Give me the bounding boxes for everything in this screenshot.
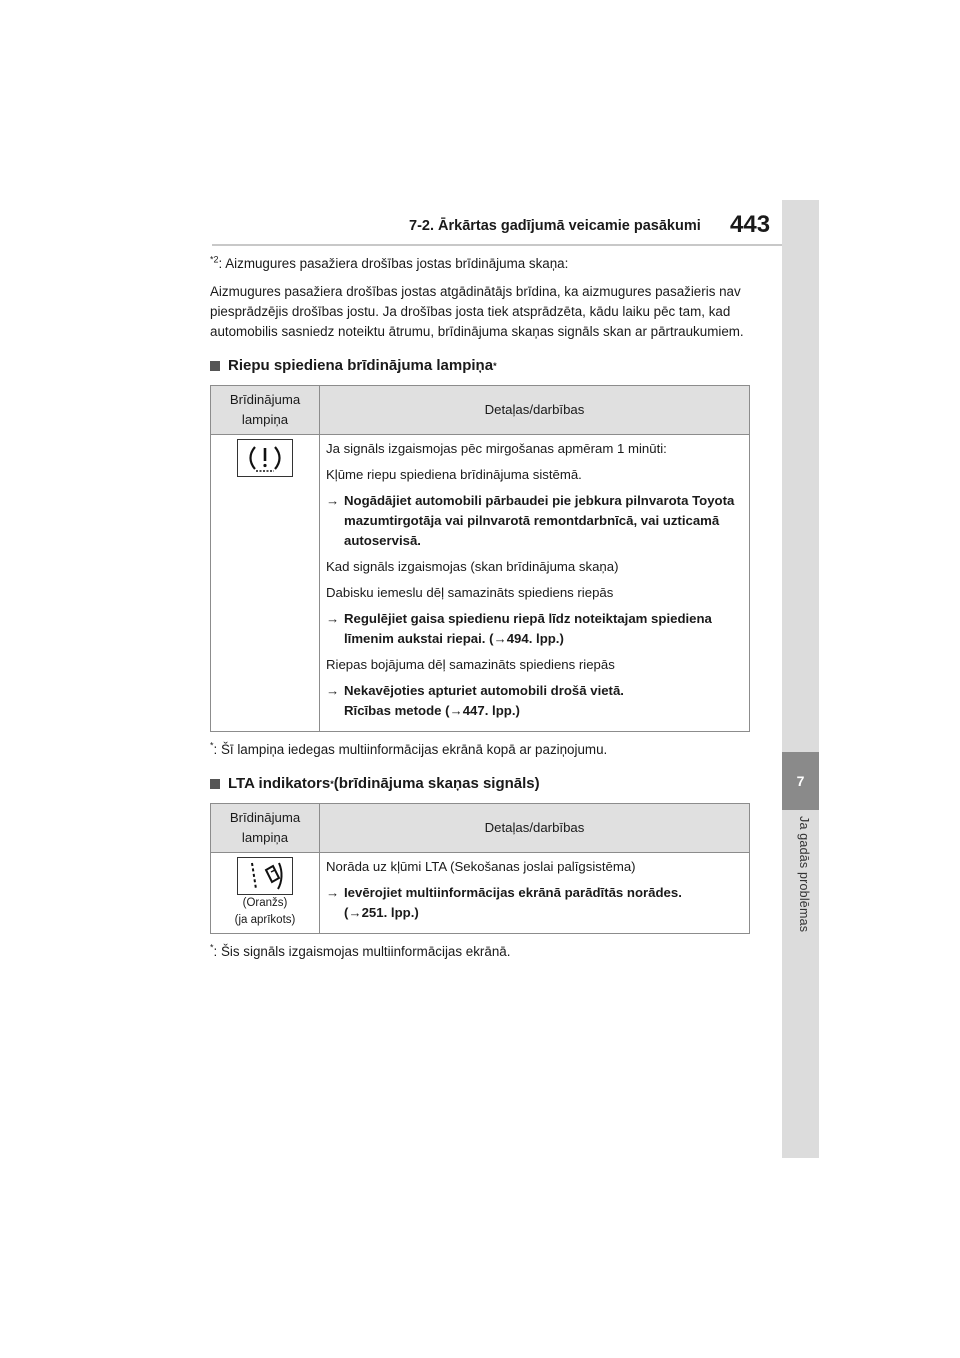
section-heading-lta: LTA indikators * (brīdinājuma skaņas signāls) <box>210 774 755 794</box>
detail-line: Dabisku iemeslu dēļ samazināts spiediens riepās <box>326 585 614 600</box>
lta-lane-assist-icon <box>237 857 293 895</box>
action-line <box>326 491 743 551</box>
action-text <box>344 883 682 923</box>
seatbelt-note <box>210 254 755 274</box>
page-content <box>210 254 755 970</box>
detail-line: Norāda uz kļūmi LTA (Sekošanas joslai palīgsistēma) <box>326 859 636 874</box>
action-text-main: Ievērojiet multiinformācijas ekrānā parādītās norādes. <box>344 885 682 900</box>
square-bullet-icon <box>210 361 220 371</box>
column-header-details: Detaļas/darbības <box>320 386 750 435</box>
action-line <box>326 609 743 649</box>
lamp-equipment-caption: (ja aprīkots) <box>234 914 296 926</box>
action-text-main: Nekavējoties apturiet automobili drošā vietā. <box>344 683 624 698</box>
page-number: 443 <box>730 211 771 238</box>
tire-pressure-table <box>210 385 750 732</box>
lamp-cell <box>211 435 320 732</box>
section-heading-tire-pressure: Riepu spiediena brīdinājuma lampiņa * <box>210 356 755 376</box>
action-text-main: Regulējiet gaisa spiedienu riepā līdz noteiktajam spiediena līmenim aukstai riepai. ( <box>344 611 712 646</box>
page-ref-arrow-icon: → <box>348 905 362 920</box>
action-text-sub: Rīcības metode ( <box>344 703 450 718</box>
table-header-row <box>211 804 750 853</box>
detail-line: Riepas bojājuma dēļ samazināts spiediens riepās <box>326 657 615 672</box>
chapter-tab: 7 <box>782 752 819 810</box>
section-heading-text-suffix: (brīdinājuma skaņas signāls) <box>333 775 540 792</box>
arrow-icon: → <box>326 885 340 900</box>
column-header-lamp: Brīdinājuma lampiņa <box>211 804 320 853</box>
side-thumb-strip <box>782 200 819 1158</box>
column-header-details: Detaļas/darbības <box>320 804 750 853</box>
action-text <box>344 609 743 649</box>
chapter-side-label: Ja gadās problēmas <box>797 816 811 933</box>
details-cell <box>320 435 750 732</box>
footnote-marker: * <box>210 740 214 751</box>
section-heading-text: LTA indikators <box>228 775 331 792</box>
page-ref-arrow-icon: → <box>493 631 507 646</box>
page-reference: 447. lpp.) <box>462 703 520 718</box>
table-header-row <box>211 386 750 435</box>
page-reference: 251. lpp.) <box>361 905 419 920</box>
page-ref-arrow-icon: → <box>449 703 463 718</box>
table-row <box>211 435 750 732</box>
footnote-text: : Šis signāls izgaismojas multiinformācijas ekrānā. <box>213 944 511 959</box>
column-header-lamp: Brīdinājuma lampiņa <box>211 386 320 435</box>
page-reference: 494. lpp.) <box>506 631 564 646</box>
details-cell <box>320 853 750 934</box>
footnote-marker: * <box>210 942 214 953</box>
section-heading-text: Riepu spiediena brīdinājuma lampiņa <box>228 357 494 374</box>
detail-line: Kļūme riepu spiediena brīdinājuma sistēmā. <box>326 467 582 482</box>
header-divider <box>212 244 782 246</box>
lamp-color-caption: (Oranžs) <box>242 897 288 909</box>
lta-footnote <box>210 942 755 962</box>
arrow-icon: → <box>326 493 340 508</box>
lamp-cell <box>211 853 320 934</box>
action-text: Nogādājiet automobili pārbaudei pie jebkura pilnvarota Toyota mazumtirgotāja vai pilnvarotā remontdarbnīcā, vai uzticamā autoservisā. <box>344 493 735 548</box>
square-bullet-icon <box>210 779 220 789</box>
note-text: : Aizmugures pasažiera drošības jostas brīdinājuma skaņa: <box>218 256 569 271</box>
table-row <box>211 853 750 934</box>
lta-table <box>210 803 750 934</box>
seatbelt-paragraph: Aizmugures pasažiera drošības jostas atgādinātājs brīdina, ka aizmugures pasažieris nav piesprādzējis drošības jostu. Ja drošības josta tiek atsprādzēta, kādu laiku pēc tam, kad automobilis sasniedz noteiktu ātrumu, brīdinājuma skaņas signāls skan ar pārtraukumiem. <box>210 284 744 339</box>
footnote-text: : Šī lampiņa iedegas multiinformācijas ekrānā kopā ar paziņojumu. <box>213 742 608 757</box>
note-marker: *2 <box>210 254 219 265</box>
detail-line: Ja signāls izgaismojas pēc mirgošanas apmēram 1 minūti: <box>326 441 667 456</box>
detail-line: Kad signāls izgaismojas (skan brīdinājuma skaņa) <box>326 559 619 574</box>
tire-pressure-warning-icon <box>237 439 293 477</box>
tire-pressure-footnote <box>210 740 755 760</box>
page-ref-paren: ( <box>344 905 349 920</box>
running-header-title: 7-2. Ārkārtas gadījumā veicamie pasākumi <box>409 218 701 234</box>
arrow-icon: → <box>326 611 340 626</box>
action-line <box>326 681 743 721</box>
arrow-icon: → <box>326 683 340 698</box>
action-line <box>326 883 743 923</box>
action-text <box>344 681 624 721</box>
